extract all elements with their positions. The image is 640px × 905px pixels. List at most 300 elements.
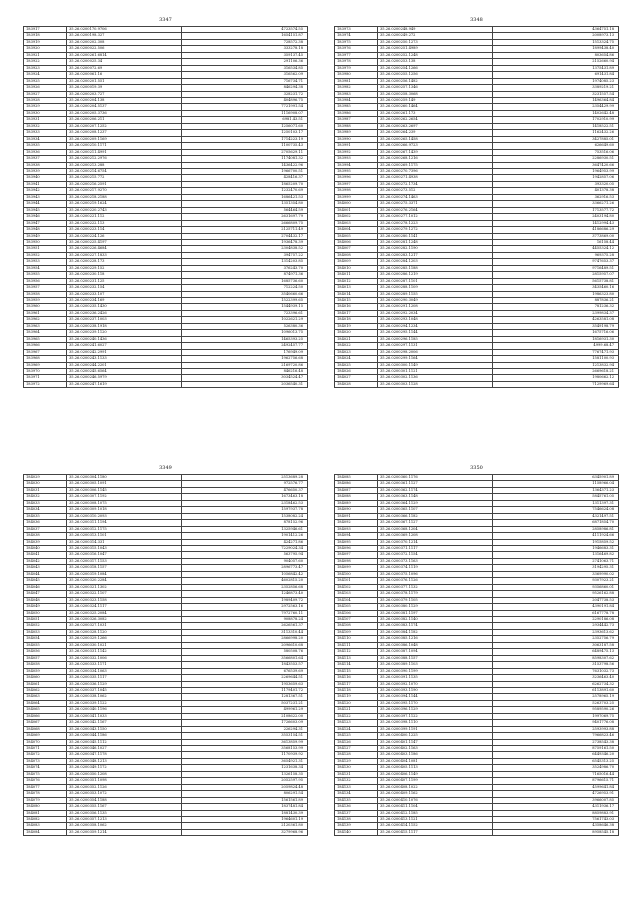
code-cell: 35.26.0200292.2034 (378, 310, 493, 316)
code-cell: 35.26.0200202.308 (67, 39, 182, 45)
amount-cell: 5263703.25 (493, 700, 619, 706)
code-cell: 35.26.0200406.1149 (378, 771, 493, 777)
amount-cell: 1714223.19 (182, 136, 308, 142)
row-id-cell: 184040 (24, 545, 67, 551)
code-cell: 35.26.0200372.1154 (378, 552, 493, 558)
row-id-cell: 184117 (335, 681, 378, 687)
code-cell: 35.26.0200240.1436 (67, 336, 182, 342)
row-id-cell: 184140 (335, 829, 378, 835)
amount-cell: 1100735.43 (182, 143, 308, 149)
code-cell: 35.26.0200271.4938 (378, 175, 493, 181)
amount-cell: 7767471.93 (493, 349, 619, 355)
code-cell: 35.26.0200286.1219 (378, 272, 493, 278)
row-id-cell: 184139 (335, 823, 378, 829)
code-cell: 35.26.0200248.949 (378, 27, 493, 33)
row-id-cell: 184131 (335, 771, 378, 777)
amount-cell: 7966823.46 (493, 733, 619, 739)
code-cell: 35.26.0200279.1272 (378, 227, 493, 233)
row-id-cell: 184079 (24, 797, 67, 803)
row-id-cell: 184132 (335, 778, 378, 784)
code-cell: 35.26.0200395.1170 (378, 700, 493, 706)
amount-cell: 3194295.31 (493, 565, 619, 571)
code-cell: 35.26.0200287.1101 (378, 278, 493, 284)
row-id-cell: 183949 (24, 233, 67, 239)
amount-cell: 2492457.77 (182, 343, 308, 349)
row-id-cell: 184001 (335, 207, 378, 213)
code-cell: 35.26.0200345.1112 (67, 739, 182, 745)
amount-cell: 2631697.79 (182, 214, 308, 220)
code-cell: 35.26.0200243.1133 (67, 356, 182, 362)
row-id-cell: 183927 (24, 91, 67, 97)
row-id-cell: 183986 (335, 110, 378, 116)
row-id-cell: 183981 (335, 78, 378, 84)
row-id-cell: 184054 (24, 636, 67, 642)
amount-cell: 1022621.29 (182, 317, 308, 323)
amount-cell: 2169720.86 (182, 362, 308, 368)
row-id-cell: 184128 (335, 752, 378, 758)
code-cell: 35.26.0200407.1199 (378, 778, 493, 784)
amount-cell: 4599641.84 (493, 784, 619, 790)
row-id-cell: 184105 (335, 604, 378, 610)
row-id-cell: 183970 (24, 369, 67, 375)
row-id-cell: 184059 (24, 668, 67, 674)
code-cell: 35.26.0200272.1734 (378, 181, 493, 187)
code-cell: 35.26.0200282.1190 (378, 246, 493, 252)
amount-cell: 3773869.00 (493, 233, 619, 239)
row-id-cell: 184087 (335, 487, 378, 493)
amount-cell: 316562.09 (182, 72, 308, 78)
code-cell: 35.26.0200305.1091 (67, 481, 182, 487)
amount-cell: 9307923.21 (493, 578, 619, 584)
amount-cell: 1837481.84 (182, 804, 308, 810)
row-id-cell: 184097 (335, 552, 378, 558)
code-cell: 35.26.0200360.1176 (378, 475, 493, 481)
amount-cell: 9356860.01 (493, 584, 619, 590)
row-id-cell: 184064 (24, 700, 67, 706)
code-cell: 35.26.0200247.1619 (67, 381, 182, 387)
code-cell: 35.26.0200414.1152 (378, 823, 493, 829)
code-cell: 35.26.0200263.2697 (378, 123, 493, 129)
amount-cell: 499961.29 (182, 707, 308, 713)
code-cell: 35.26.0200198.327 (67, 33, 182, 39)
table-row (24, 381, 308, 387)
code-cell: 35.26.0200335.1117 (67, 675, 182, 681)
row-id-cell: 183976 (335, 46, 378, 52)
code-cell: 35.26.0200233.107 (67, 291, 182, 297)
code-cell: 35.26.0200219.1624 (67, 201, 182, 207)
code-cell: 35.26.0200246.5979 (67, 375, 182, 381)
amount-cell: 4311936.17 (493, 804, 619, 810)
row-id-cell: 184127 (335, 746, 378, 752)
amount-cell: 1561561.89 (182, 797, 308, 803)
row-id-cell: 184107 (335, 616, 378, 622)
amount-cell: 2399834.37 (493, 310, 619, 316)
code-cell: 35.26.0200251.4989 (378, 46, 493, 52)
row-id-cell: 184048 (24, 597, 67, 603)
row-id-cell: 184017 (335, 310, 378, 316)
row-id-cell: 184032 (24, 494, 67, 500)
row-id-cell: 184078 (24, 791, 67, 797)
amount-cell: 2704432.17 (182, 233, 308, 239)
row-id-cell: 184009 (335, 259, 378, 265)
row-id-cell: 184084 (24, 829, 67, 835)
code-cell: 35.26.0200386.1048 (378, 642, 493, 648)
code-cell: 35.26.0200336.1129 (67, 681, 182, 687)
row-id-cell: 184076 (24, 778, 67, 784)
code-cell: 35.26.0200393.1190 (378, 687, 493, 693)
amount-cell: 2666809.75 (182, 220, 308, 226)
code-cell: 35.26.0200019.39 (67, 85, 182, 91)
code-cell: 35.26.0200301.1121 (378, 369, 493, 375)
amount-cell: 1496364.84 (493, 97, 619, 103)
row-id-cell: 183935 (24, 143, 67, 149)
code-cell: 35.26.0200387.1094 (378, 649, 493, 655)
row-id-cell: 183961 (24, 310, 67, 316)
amount-cell: 2304838.52 (182, 246, 308, 252)
code-cell: 35.26.0200384.1182 (378, 629, 493, 635)
row-id-cell: 184135 (335, 797, 378, 803)
code-cell: 35.26.0200214.6754 (67, 168, 182, 174)
amount-cell: 1538082.24 (182, 513, 308, 519)
amount-cell: 2393613.62 (493, 629, 619, 635)
row-id-cell: 184028 (335, 381, 378, 387)
code-cell: 35.26.0200366.1182 (378, 513, 493, 519)
code-cell: 35.26.0200380.1129 (378, 604, 493, 610)
row-id-cell: 183958 (24, 291, 67, 297)
row-id-cell: 184072 (24, 752, 67, 758)
row-id-cell: 184071 (24, 746, 67, 752)
table-row (24, 829, 308, 835)
code-cell: 35.26.0200254.1266 (378, 65, 493, 71)
amount-cell: 291106.36 (182, 59, 308, 65)
row-id-cell: 183945 (24, 207, 67, 213)
code-cell: 35.26.0200220.2743 (67, 207, 182, 213)
amount-cell: 9716489.51 (493, 265, 619, 271)
amount-cell: 1412994.43 (493, 220, 619, 226)
code-cell: 35.26.0200072.69 (67, 65, 182, 71)
row-id-cell: 183938 (24, 162, 67, 168)
amount-cell: 2578965.19 (493, 694, 619, 700)
row-id-cell: 184092 (335, 520, 378, 526)
code-cell: 35.26.0200280.1141 (378, 233, 493, 239)
amount-cell: 2269644.51 (182, 675, 308, 681)
code-cell: 35.26.0200261.6814 (67, 52, 182, 58)
amount-cell: 1522399.65 (182, 298, 308, 304)
code-cell: 35.26.0200307.1192 (67, 494, 182, 500)
row-id-cell: 183942 (24, 188, 67, 194)
amount-cell: 712224.50 (182, 285, 308, 291)
code-cell: 35.26.0200239.1120 (67, 330, 182, 336)
amount-cell: 1364371.23 (493, 487, 619, 493)
code-cell: 35.26.0200295.1144 (378, 330, 493, 336)
row-id-cell: 184045 (24, 578, 67, 584)
amount-cell: 1686421.53 (182, 194, 308, 200)
amount-cell: 6167778.78 (493, 610, 619, 616)
row-id-cell: 184058 (24, 662, 67, 668)
row-id-cell: 184026 (335, 369, 378, 375)
code-cell: 35.26.0200383.1174 (378, 623, 493, 629)
code-cell: 35.26.0200242.2991 (67, 349, 182, 355)
amount-cell: 9401776.08 (493, 720, 619, 726)
amount-cell: 4726953.91 (493, 791, 619, 797)
amount-cell: 1654151.87 (182, 33, 308, 39)
amount-cell: 4390191.84 (493, 604, 619, 610)
row-id-cell: 183934 (24, 136, 67, 142)
row-id-cell: 183996 (335, 175, 378, 181)
amount-cell: 1713577.72 (493, 207, 619, 213)
amount-cell: 3063187.58 (493, 642, 619, 648)
amount-cell: 1544939.15 (182, 304, 308, 310)
code-cell: 35.26.0200371.1117 (378, 545, 493, 551)
code-cell: 35.26.0200400.1225 (378, 733, 493, 739)
code-cell: 35.26.0200402.1163 (378, 746, 493, 752)
amount-cell: 8958545.18 (493, 829, 619, 835)
row-id-cell: 184030 (24, 481, 67, 487)
amount-cell: 753516.06 (493, 149, 619, 155)
row-id-cell: 184098 (335, 558, 378, 564)
code-cell: 35.26.0200373.1163 (378, 558, 493, 564)
row-id-cell: 184125 (335, 733, 378, 739)
code-cell: 35.26.0200276.2164 (378, 207, 493, 213)
amount-cell: 2286930.51 (493, 156, 619, 162)
code-cell: 35.26.0200210.1171 (67, 143, 182, 149)
row-id-cell: 184018 (335, 317, 378, 323)
row-id-cell: 184082 (24, 817, 67, 823)
row-id-cell: 184111 (335, 642, 378, 648)
row-id-cell: 184000 (335, 201, 378, 207)
amount-cell: 2318462.53 (182, 500, 308, 506)
code-cell: 35.26.0200207.1252 (67, 123, 182, 129)
amount-cell: 6545313.25 (493, 758, 619, 764)
row-id-cell: 184086 (335, 481, 378, 487)
code-cell: 35.26.0200320.2284 (67, 578, 182, 584)
amount-cell: 2125711.49 (182, 227, 308, 233)
row-id-cell: 183995 (335, 168, 378, 174)
code-cell: 35.26.0200226.4684 (67, 246, 182, 252)
amount-cell: 846294.38 (182, 85, 308, 91)
row-id-cell: 183984 (335, 97, 378, 103)
amount-cell: 1962756.68 (182, 356, 308, 362)
amount-cell: 1966700.51 (182, 168, 308, 174)
row-id-cell: 184118 (335, 687, 378, 693)
row-id-cell: 183936 (24, 149, 67, 155)
row-id-cell: 184056 (24, 649, 67, 655)
row-id-cell: 184052 (24, 623, 67, 629)
row-id-cell: 183960 (24, 304, 67, 310)
code-cell: 35.26.0200222.113 (67, 220, 182, 226)
code-cell: 35.26.0200364.1129 (378, 500, 493, 506)
code-cell: 35.26.0200255.1256 (378, 72, 493, 78)
amount-cell: 3524986.70 (493, 765, 619, 771)
row-id-cell: 184055 (24, 642, 67, 648)
row-id-cell: 184121 (335, 707, 378, 713)
row-id-cell: 184049 (24, 604, 67, 610)
amount-cell: 2896773.47 (182, 565, 308, 571)
row-id-cell: 184090 (335, 507, 378, 513)
code-cell: 35.26.0200299.1164 (378, 356, 493, 362)
amount-cell: 1351354.80 (182, 201, 308, 207)
amount-cell: 4321497.51 (493, 513, 619, 519)
amount-cell: 2705629.11 (182, 149, 308, 155)
row-id-cell: 183955 (24, 272, 67, 278)
row-id-cell: 183989 (335, 130, 378, 136)
code-cell: 35.26.0200378.1179 (378, 591, 493, 597)
amount-cell: 2738543.38 (493, 739, 619, 745)
code-cell: 35.26.0200333.1171 (67, 662, 182, 668)
row-id-cell: 184089 (335, 500, 378, 506)
code-cell: 35.26.0200224.126 (67, 233, 182, 239)
row-id-cell: 184112 (335, 649, 378, 655)
amount-cell: 3568153.99 (182, 746, 308, 752)
code-cell: 35.26.0200261.173 (378, 110, 493, 116)
row-id-cell: 184068 (24, 726, 67, 732)
code-cell: 35.26.0200288.1109 (378, 285, 493, 291)
row-id-cell: 184134 (335, 791, 378, 797)
amount-cell: 1170939.92 (182, 752, 308, 758)
amount-cell: 16158.44 (493, 239, 619, 245)
row-id-cell: 184038 (24, 533, 67, 539)
amount-cell: 2669618.21 (493, 369, 619, 375)
amount-cell: 5037231.21 (182, 700, 308, 706)
row-id-cell: 183967 (24, 349, 67, 355)
row-id-cell: 184004 (335, 227, 378, 233)
row-id-cell: 184070 (24, 739, 67, 745)
amount-cell: 2059824.48 (182, 784, 308, 790)
amount-cell: 1316469.82 (493, 552, 619, 558)
code-cell: 35.26.0200061.16 (67, 72, 182, 78)
amount-cell: 1989409.72 (182, 597, 308, 603)
code-cell: 35.26.0200212.2976 (67, 156, 182, 162)
code-cell: 35.26.0200227.1833 (67, 252, 182, 258)
amount-cell: 3647420.66 (493, 162, 619, 168)
code-cell: 35.26.0200236.2426 (67, 310, 182, 316)
row-id-cell: 184113 (335, 655, 378, 661)
code-cell: 35.26.0200296.1185 (378, 336, 493, 342)
amount-cell: 176949.09 (182, 349, 308, 355)
amount-cell: 4455324.12 (493, 246, 619, 252)
code-cell: 35.26.0200306.1145 (67, 487, 182, 493)
row-id-cell: 184007 (335, 246, 378, 252)
amount-cell: 2036540.31 (182, 381, 308, 387)
amount-cell: 806291.54 (182, 791, 308, 797)
row-id-cell: 183918 (24, 33, 67, 39)
code-cell: 35.26.0200259.149 (378, 97, 493, 103)
row-id-cell: 183944 (24, 201, 67, 207)
code-cell: 35.26.0200291.1208 (378, 304, 493, 310)
code-cell: 35.26.0200330.1021 (67, 642, 182, 648)
amount-cell: 626649.60 (493, 143, 619, 149)
row-id-cell: 184019 (335, 323, 378, 329)
row-id-cell: 183919 (24, 39, 67, 45)
row-id-cell: 183957 (24, 285, 67, 291)
amount-cell: 7546624.08 (493, 507, 619, 513)
code-cell: 35.26.0200352.1126 (67, 784, 182, 790)
code-cell: 35.26.0200409.1162 (378, 791, 493, 797)
row-id-cell: 184103 (335, 591, 378, 597)
amount-cell: 969375.28 (493, 252, 619, 258)
row-id-cell: 183985 (335, 104, 378, 110)
code-cell: 35.26.0200390.1199 (378, 668, 493, 674)
table-row (335, 829, 619, 835)
code-cell: 35.26.0200323.1158 (67, 597, 182, 603)
row-id-cell: 184129 (335, 758, 378, 764)
row-id-cell: 183939 (24, 168, 67, 174)
code-cell: 35.26.0200361.1127 (378, 481, 493, 487)
row-id-cell: 183978 (335, 59, 378, 65)
amount-cell: 2403194.80 (493, 214, 619, 220)
code-cell: 35.26.0200398.1110 (378, 720, 493, 726)
amount-cell: 428416.37 (182, 175, 308, 181)
code-cell: 35.26.0200392.1070 (378, 681, 493, 687)
row-id-cell: 184083 (24, 823, 67, 829)
amount-cell: 2593993.88 (493, 726, 619, 732)
amount-cell: 4999.68.47 (493, 343, 619, 349)
amount-cell: 8759161.50 (493, 746, 619, 752)
amount-cell: 1843553.57 (182, 662, 308, 668)
amount-cell: 3427885.01 (493, 136, 619, 142)
code-cell: 35.26.0200365.1107 (378, 507, 493, 513)
row-id-cell: 184044 (24, 571, 67, 577)
amount-cell: 1232470.69 (182, 188, 308, 194)
row-id-cell: 184120 (335, 700, 378, 706)
code-cell: 35.26.0200314.331 (67, 539, 182, 545)
amount-cell: 846216.48 (182, 369, 308, 375)
code-cell: 35.26.0200317.1153 (67, 558, 182, 564)
row-id-cell: 183971 (24, 375, 67, 381)
code-cell: 35.26.0200340.1196 (67, 707, 182, 713)
table-row (335, 381, 619, 387)
code-cell: 35.26.0200399.1191 (378, 726, 493, 732)
code-cell: 35.26.0200249.272 (378, 33, 493, 39)
row-id-cell: 184041 (24, 552, 67, 558)
code-cell: 35.26.0200267.1439 (378, 149, 493, 155)
row-id-cell: 183946 (24, 214, 67, 220)
code-cell: 35.26.0200221.112 (67, 214, 182, 220)
row-id-cell: 183920 (24, 46, 67, 52)
amount-cell: 723396.61 (182, 310, 308, 316)
amount-cell: 1246873.40 (182, 591, 308, 597)
row-id-cell: 184130 (335, 765, 378, 771)
code-cell: 35.26.0200382.1140 (378, 616, 493, 622)
code-cell: 35.26.0200217.9270 (67, 188, 182, 194)
row-id-cell: 184077 (24, 784, 67, 790)
code-cell: 35.26.0200213.288 (67, 162, 182, 168)
code-cell: 35.26.0200388.1157 (378, 655, 493, 661)
row-id-cell: 184034 (24, 507, 67, 513)
code-cell: 35.26.0200370.1214 (378, 539, 493, 545)
amount-cell: 1997069.75 (493, 713, 619, 719)
amount-cell: 1213832.94 (493, 362, 619, 368)
row-id-cell: 184027 (335, 375, 378, 381)
amount-cell: 3654921.31 (182, 758, 308, 764)
amount-cell: 1465393.25 (182, 336, 308, 342)
amount-cell: 2108622.00 (182, 713, 308, 719)
amount-cell: 1250103.17 (182, 130, 308, 136)
row-id-cell: 184066 (24, 713, 67, 719)
amount-cell: 2352756.79 (493, 636, 619, 642)
amount-cell: 2866998.20 (182, 636, 308, 642)
code-cell: 35.26.0200228.173 (67, 259, 182, 265)
row-id-cell: 183973 (335, 27, 378, 33)
amount-cell: 7721991.54 (182, 104, 308, 110)
row-id-cell: 184106 (335, 610, 378, 616)
code-cell: 35.26.0200319.1084 (67, 571, 182, 577)
code-cell: 35.26.0200205.3736 (67, 110, 182, 116)
code-cell: 35.26.0200277.1012 (378, 214, 493, 220)
row-id-cell: 184108 (335, 623, 378, 629)
table-block-1 (23, 14, 308, 388)
code-cell: 35.26.0200290.3049 (378, 298, 493, 304)
